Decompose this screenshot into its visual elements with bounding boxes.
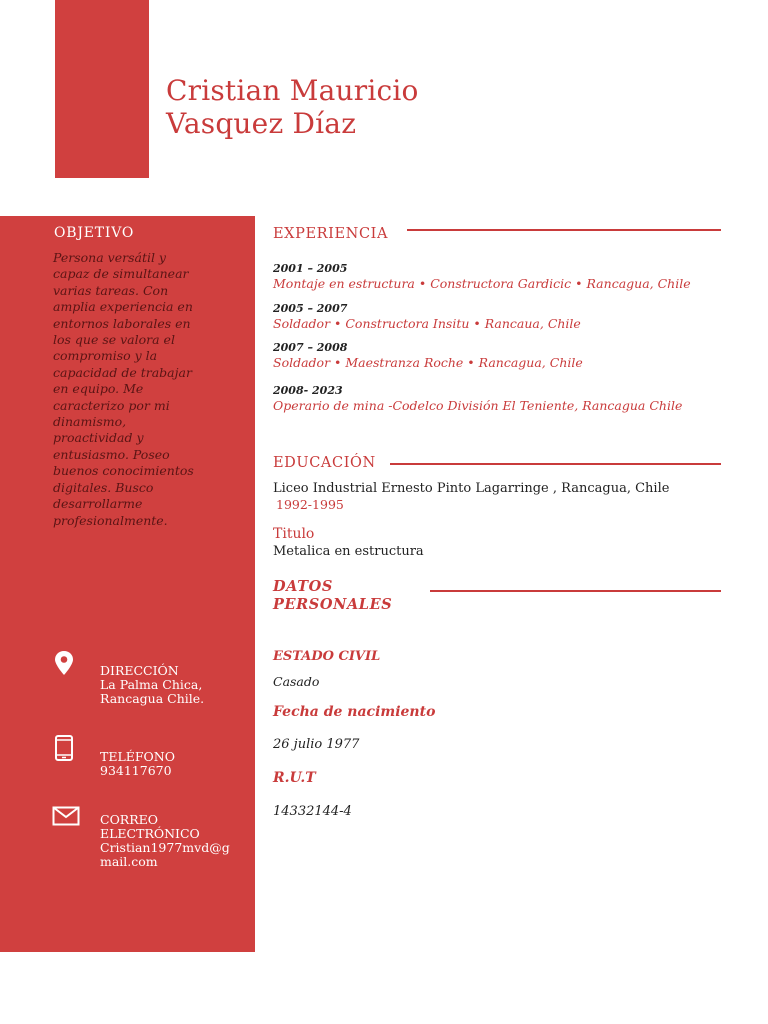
personal-title-line1: DATOS: [273, 578, 333, 595]
header-accent-block: [55, 0, 149, 178]
birth-date-value: 26 julio 1977: [273, 737, 360, 752]
email-block: [100, 813, 250, 869]
rut-label: R.U.T: [273, 770, 316, 786]
page-title: [166, 74, 419, 140]
name-first-line: Cristian Mauricio: [166, 74, 419, 107]
personal-data-divider: [430, 590, 721, 592]
education-divider: [390, 463, 721, 465]
location-pin-icon: [52, 650, 76, 676]
rut-value: 14332144-4: [273, 804, 352, 819]
phone-value: 934117670: [100, 763, 172, 778]
job-description: Operario de mina -Codelco División El Teniente, Rancagua Chile: [273, 398, 683, 413]
civil-status-label: ESTADO CIVIL: [273, 649, 381, 664]
email-value-line1: Cristian1977mvd@g: [100, 840, 230, 855]
birth-date-label: Fecha de nacimiento: [273, 704, 436, 720]
experience-divider: [407, 229, 721, 231]
experience-title: EXPERIENCIA: [273, 226, 389, 242]
job-dates: 2007 – 2008: [273, 341, 348, 354]
civil-status-value: Casado: [273, 674, 320, 689]
email-value-line2: mail.com: [100, 854, 158, 869]
job-dates: 2001 – 2005: [273, 262, 348, 275]
address-line2: Rancagua Chile.: [100, 691, 205, 706]
name-second-line: Vasquez Díaz: [166, 107, 357, 140]
job-description: Soldador • Constructora Insitu • Rancaua, Chile: [273, 316, 581, 331]
envelope-icon: [52, 806, 80, 826]
phone-label: TELÉFONO: [100, 749, 175, 764]
phone-icon: [52, 735, 76, 761]
personal-data-title: [273, 578, 392, 614]
address-line1: La Palma Chica,: [100, 677, 203, 692]
education-years: 1992-1995: [276, 497, 344, 512]
degree-label: Titulo: [273, 526, 315, 542]
email-label-line2: ELECTRÓNICO: [100, 826, 200, 841]
objective-title: OBJETIVO: [54, 225, 135, 241]
job-dates: 2005 – 2007: [273, 302, 348, 315]
education-school: Liceo Industrial Ernesto Pinto Lagarringe , Rancagua, Chile: [273, 481, 670, 496]
personal-title-line2: PERSONALES: [273, 596, 393, 613]
address-label: DIRECCIÓN: [100, 663, 179, 678]
job-dates: 2008- 2023: [273, 384, 343, 397]
job-description: Soldador • Maestranza Roche • Rancagua, Chile: [273, 355, 583, 370]
job-description: Montaje en estructura • Constructora Gardicic • Rancagua, Chile: [273, 276, 691, 291]
education-title: EDUCACIÓN: [273, 455, 376, 471]
phone-block: [100, 750, 250, 778]
objective-text: Persona versátil y capaz de simultanear varias tareas. Con amplia experiencia en entornos laborales en los que se valora el compromiso y la capacidad de trabajar en equipo. Me caracterizo por mi dinamismo, proactividad y entusiasmo. Poseo buenos conocimientos digitales. Busco desarrollarme profesionalmente.: [53, 250, 194, 528]
degree-value: Metalica en estructura: [273, 544, 424, 559]
address-block: [100, 664, 250, 706]
email-label-line1: CORREO: [100, 812, 159, 827]
